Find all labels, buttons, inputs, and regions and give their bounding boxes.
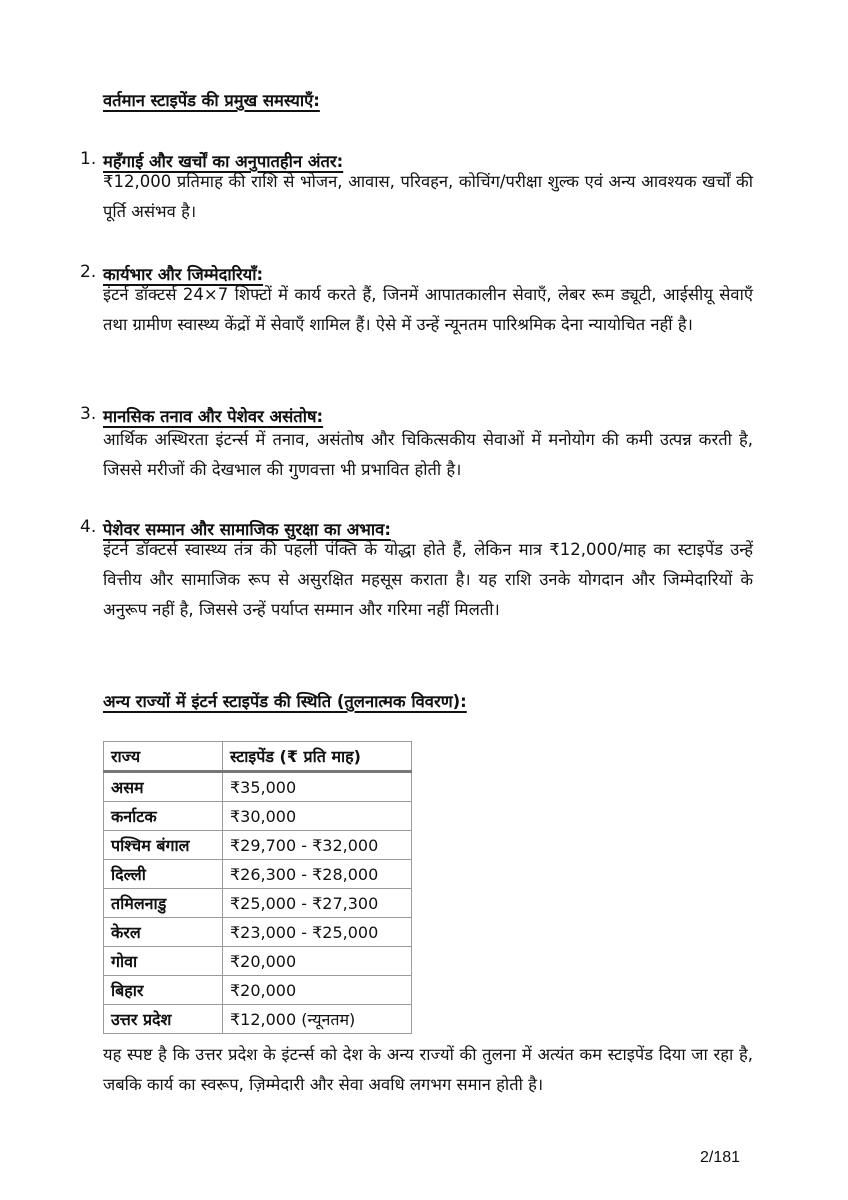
stipend-cell: ₹23,000 - ₹25,000 — [223, 918, 412, 947]
stipend-cell: ₹35,000 — [223, 772, 412, 802]
item-text: इंटर्न डॉक्टर्स 24×7 शिफ्टों में कार्य करते हैं, जिनमें आपातकालीन सेवाएँ, लेबर रूम ड्यूटी, आईसीयू सेवाएँ तथा ग्रामीण स्वास्थ्य केंद्रों में सेवाएँ शामिल हैं। ऐसे में उन्हें न्यूनतम पारिश्रमिक देना न्यायोचित नहीं है। — [103, 285, 753, 334]
stipend-cell: ₹29,700 - ₹32,000 — [223, 831, 412, 860]
comparison-heading: अन्य राज्यों में इंटर्न स्टाइपेंड की स्थिति (तुलनात्मक विवरण): — [103, 692, 467, 711]
table-row — [104, 772, 412, 802]
item-title: मानसिक तनाव और पेशेवर असंतोष: — [103, 407, 324, 426]
item-text: इंटर्न डॉक्टर्स स्वास्थ्य तंत्र की पहली पंक्ति के योद्धा होते हैं, लेकिन मात्र ₹12,000/माह का स्टाइपेंड उन्हें वित्तीय और सामाजिक रूप से असुरक्षित महसूस कराता है। यह राशि उनके योगदान और जिम्मेदारियों के अनुरूप नहीं है, जिससे उन्हें पर्याप्त सम्मान और गरिमा नहीं मिलती। — [103, 540, 753, 619]
column-header-stipend: स्टाइपेंड (₹ प्रति माह) — [223, 742, 412, 772]
stipend-cell: ₹20,000 — [223, 976, 412, 1005]
state-cell: गोवा — [104, 947, 223, 976]
state-cell: असम — [104, 772, 223, 802]
state-cell: तमिलनाडु — [104, 889, 223, 918]
item-number: 2. — [80, 262, 97, 282]
state-cell: उत्तर प्रदेश — [104, 1005, 223, 1034]
table-row — [104, 1005, 412, 1034]
table-header-row — [104, 742, 412, 772]
item-text: आर्थिक अस्थिरता इंटर्न्स में तनाव, असंतोष और चिकित्सकीय सेवाओं में मनोयोग की कमी उत्पन्न करती है, जिससे मरीजों की देखभाल की गुणवत्ता भी प्रभावित होती है। — [103, 430, 753, 479]
item-title: कार्यभार और जिम्मेदारियाँ: — [103, 265, 264, 284]
item-number: 4. — [80, 517, 97, 537]
state-cell: पश्चिम बंगाल — [104, 831, 223, 860]
item-number: 1. — [80, 149, 97, 169]
table-row — [104, 918, 412, 947]
column-header-state: राज्य — [104, 742, 223, 772]
state-cell: कर्नाटक — [104, 802, 223, 831]
item-title: महँगाई और खर्चों का अनुपातहीन अंतर: — [103, 152, 344, 171]
table-row — [104, 831, 412, 860]
state-cell: दिल्ली — [104, 860, 223, 889]
stipend-cell: ₹26,300 - ₹28,000 — [223, 860, 412, 889]
stipend-cell: ₹12,000 (न्यूनतम) — [223, 1005, 412, 1034]
item-text: ₹12,000 प्रतिमाह की राशि से भोजन, आवास, परिवहन, कोचिंग/परीक्षा शुल्क एवं अन्य आवश्यक खर्चों की पूर्ति असंभव है। — [103, 172, 753, 221]
state-cell: केरल — [104, 918, 223, 947]
table-row — [104, 976, 412, 1005]
stipend-cell: ₹30,000 — [223, 802, 412, 831]
conclusion-text: यह स्पष्ट है कि उत्तर प्रदेश के इंटर्न्स को देश के अन्य राज्यों की तुलना में अत्यंत कम स्टाइपेंड दिया जा रहा है, जबकि कार्य का स्वरूप, ज़िम्मेदारी और सेवा अवधि लगभग समान होती है। — [103, 1045, 753, 1094]
stipend-cell: ₹25,000 - ₹27,300 — [223, 889, 412, 918]
state-cell: बिहार — [104, 976, 223, 1005]
stipend-cell: ₹20,000 — [223, 947, 412, 976]
page-number: 2/181 — [700, 1149, 741, 1166]
table-row — [104, 947, 412, 976]
problems-heading: वर्तमान स्टाइपेंड की प्रमुख समस्याएँ: — [103, 91, 320, 110]
table-row — [104, 889, 412, 918]
item-title: पेशेवर सम्मान और सामाजिक सुरक्षा का अभाव: — [103, 520, 391, 539]
table-row — [104, 860, 412, 889]
item-number: 3. — [80, 404, 97, 424]
table-row — [104, 802, 412, 831]
stipend-comparison-table — [103, 741, 412, 1034]
